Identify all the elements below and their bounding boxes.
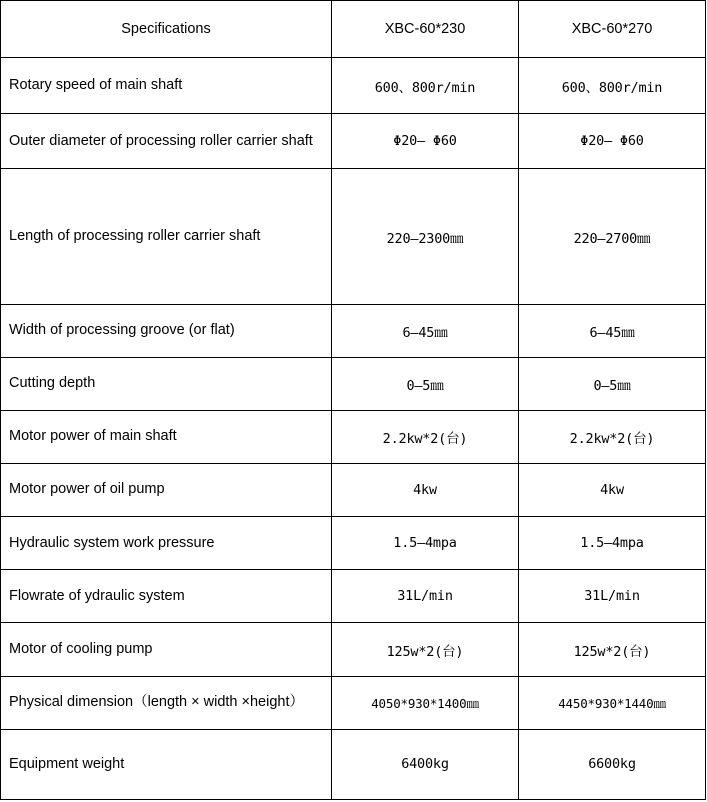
row-value-model-1: 31L/min <box>332 570 519 623</box>
row-value-model-1: 125w*2(台) <box>332 623 519 676</box>
row-value-model-1: 4kw <box>332 464 519 517</box>
row-value-model-2: 1.5—4mpa <box>519 517 706 570</box>
column-header-specifications: Specifications <box>1 1 332 58</box>
table-row <box>1 169 706 304</box>
row-value-model-1: 6400kg <box>332 729 519 799</box>
row-value-model-2: 220—2700㎜ <box>519 169 706 304</box>
column-header-model-2: XBC-60*270 <box>519 1 706 58</box>
table-row <box>1 114 706 169</box>
table-body <box>1 1 706 800</box>
row-value-model-1: 2.2kw*2(台) <box>332 410 519 463</box>
row-value-model-2: 31L/min <box>519 570 706 623</box>
row-label: Cutting depth <box>1 357 332 410</box>
row-label: Rotary speed of main shaft <box>1 58 332 114</box>
table-row <box>1 517 706 570</box>
row-value-model-2: 4kw <box>519 464 706 517</box>
row-value-model-1: Φ20— Φ60 <box>332 114 519 169</box>
row-label: Width of processing groove (or flat) <box>1 304 332 357</box>
table-row <box>1 623 706 676</box>
row-label: Physical dimension（length × width ×height） <box>1 676 332 729</box>
row-value-model-1: 600、800r/min <box>332 58 519 114</box>
row-value-model-1: 4050*930*1400㎜ <box>332 676 519 729</box>
row-value-model-2: 0—5㎜ <box>519 357 706 410</box>
row-label: Motor of cooling pump <box>1 623 332 676</box>
row-label: Length of processing roller carrier shaft <box>1 169 332 304</box>
row-value-model-1: 0—5㎜ <box>332 357 519 410</box>
row-value-model-1: 1.5—4mpa <box>332 517 519 570</box>
row-value-model-1: 6—45㎜ <box>332 304 519 357</box>
row-value-model-2: 4450*930*1440㎜ <box>519 676 706 729</box>
row-value-model-2: 600、800r/min <box>519 58 706 114</box>
row-label: Flowrate of ydraulic system <box>1 570 332 623</box>
row-label: Motor power of oil pump <box>1 464 332 517</box>
row-label: Outer diameter of processing roller carrier shaft <box>1 114 332 169</box>
table-row <box>1 464 706 517</box>
row-value-model-2: 125w*2(台) <box>519 623 706 676</box>
table-row <box>1 304 706 357</box>
row-value-model-2: Φ20— Φ60 <box>519 114 706 169</box>
table-row <box>1 357 706 410</box>
row-label: Hydraulic system work pressure <box>1 517 332 570</box>
row-value-model-2: 6600kg <box>519 729 706 799</box>
table-row <box>1 58 706 114</box>
row-value-model-2: 6—45㎜ <box>519 304 706 357</box>
table-row <box>1 729 706 799</box>
row-label: Motor power of main shaft <box>1 410 332 463</box>
column-header-model-1: XBC-60*230 <box>332 1 519 58</box>
table-row <box>1 676 706 729</box>
row-value-model-2: 2.2kw*2(台) <box>519 410 706 463</box>
row-value-model-1: 220—2300㎜ <box>332 169 519 304</box>
table-row <box>1 570 706 623</box>
table-row <box>1 410 706 463</box>
row-label: Equipment weight <box>1 729 332 799</box>
table-header-row <box>1 1 706 58</box>
